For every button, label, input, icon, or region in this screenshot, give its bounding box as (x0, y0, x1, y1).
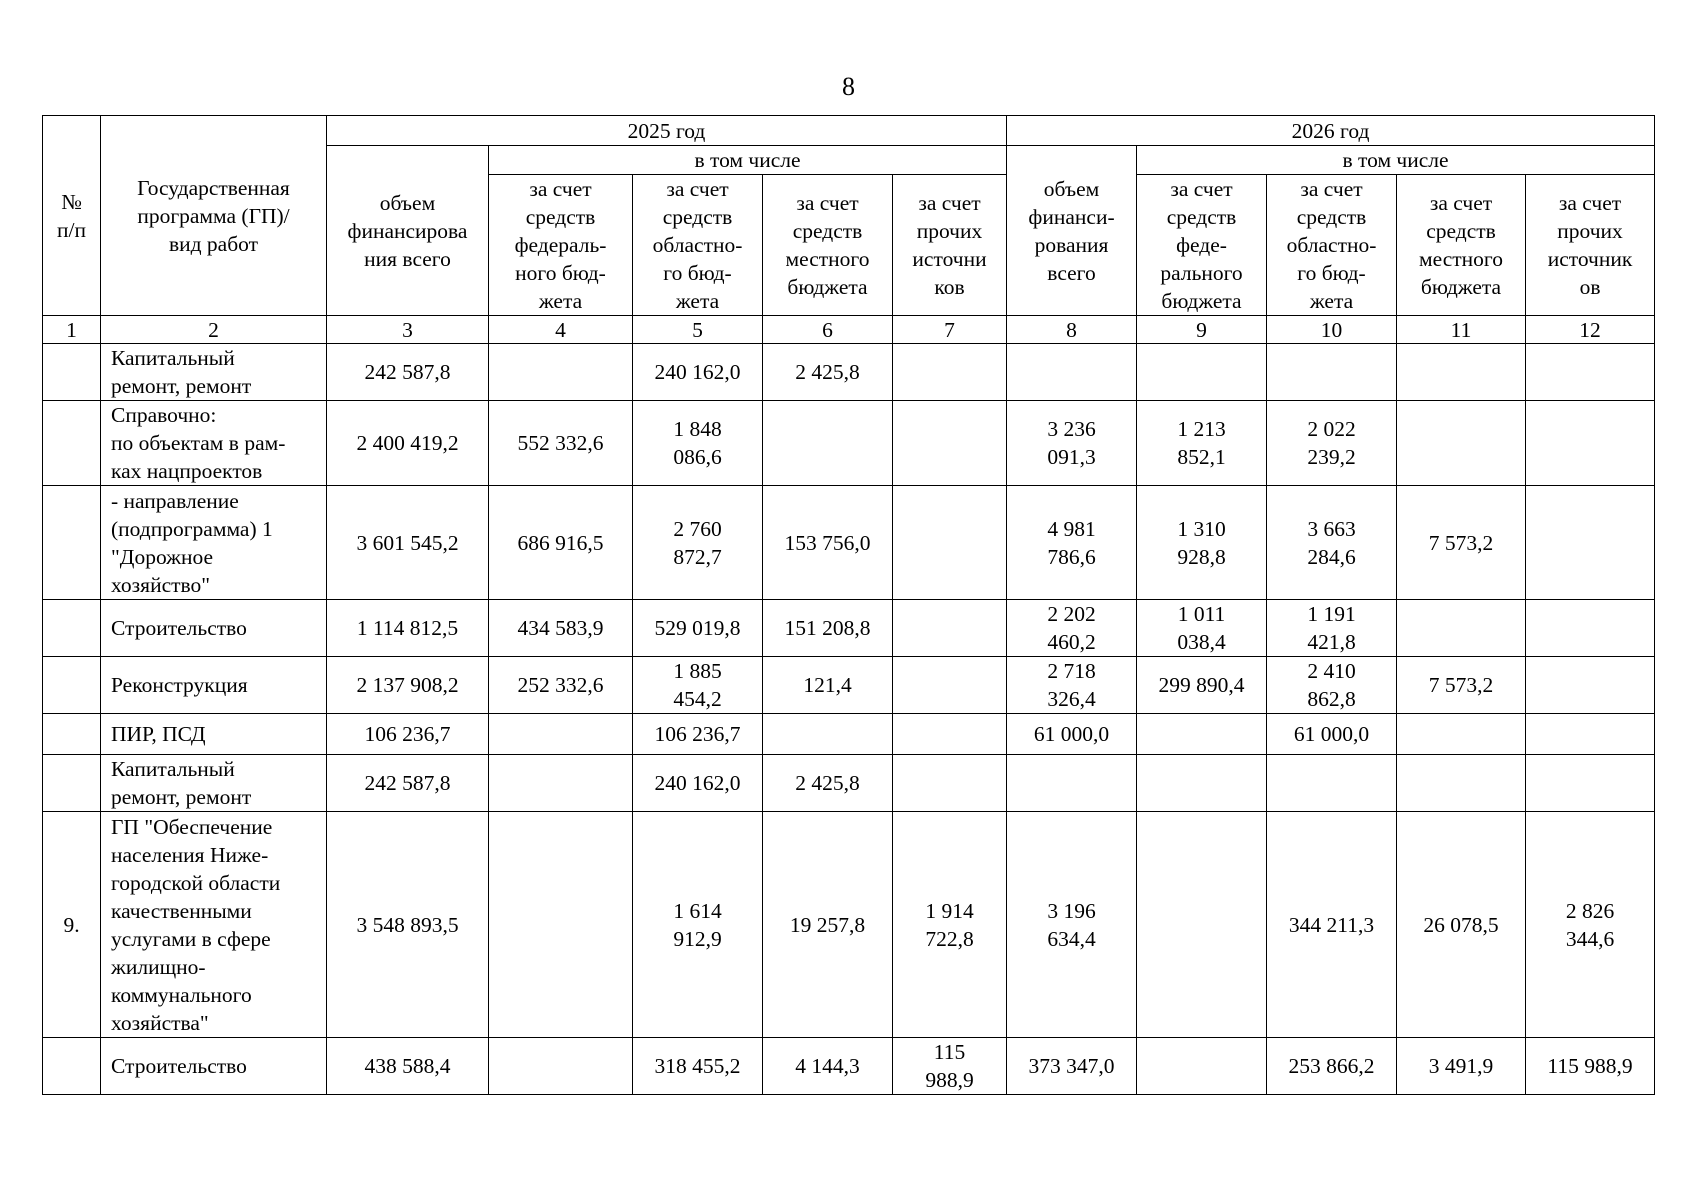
cell-reg-2026 (1267, 755, 1397, 812)
cell-oth-2026 (1526, 401, 1655, 486)
row-name: Реконструкция (101, 657, 327, 714)
table-row (43, 600, 1655, 657)
cell-fed-2026: 1 310 928,8 (1137, 486, 1267, 600)
cell-fed-2025 (489, 755, 633, 812)
row-num (43, 401, 101, 486)
row-num (43, 344, 101, 401)
cell-loc-2026: 7 573,2 (1397, 657, 1526, 714)
header-reg-2026: за счет средств областно- го бюд- жета (1267, 175, 1397, 316)
cell-oth-2026 (1526, 600, 1655, 657)
cell-fed-2025 (489, 812, 633, 1038)
cell-fed-2025: 552 332,6 (489, 401, 633, 486)
cell-fed-2026: 299 890,4 (1137, 657, 1267, 714)
cell-reg-2026 (1267, 344, 1397, 401)
header-oth-2025: за счет прочих источни ков (893, 175, 1007, 316)
header-num: № п/п (43, 116, 101, 316)
cell-reg-2026: 253 866,2 (1267, 1038, 1397, 1095)
row-num (43, 755, 101, 812)
cell-loc-2025 (763, 714, 893, 755)
header-loc-2025: за счет средств местного бюджета (763, 175, 893, 316)
row-name: Строительство (101, 600, 327, 657)
header-including-2026: в том числе (1137, 146, 1655, 175)
row-num: 9. (43, 812, 101, 1038)
cell-reg-2025: 318 455,2 (633, 1038, 763, 1095)
cell-total-2025: 3 548 893,5 (327, 812, 489, 1038)
cell-oth-2025 (893, 600, 1007, 657)
row-name: Строительство (101, 1038, 327, 1095)
cell-oth-2025 (893, 755, 1007, 812)
column-number-row (43, 316, 1655, 344)
table-row (43, 755, 1655, 812)
row-num (43, 714, 101, 755)
cell-loc-2025 (763, 401, 893, 486)
cell-reg-2026: 1 191 421,8 (1267, 600, 1397, 657)
header-year-2026: 2026 год (1007, 116, 1655, 146)
cell-loc-2025: 153 756,0 (763, 486, 893, 600)
table-row (43, 486, 1655, 600)
cell-total-2025: 1 114 812,5 (327, 600, 489, 657)
column-number: 6 (763, 316, 893, 344)
cell-fed-2026 (1137, 344, 1267, 401)
cell-fed-2025 (489, 1038, 633, 1095)
cell-total-2026: 373 347,0 (1007, 1038, 1137, 1095)
row-num (43, 486, 101, 600)
cell-loc-2025: 19 257,8 (763, 812, 893, 1038)
row-name: ПИР, ПСД (101, 714, 327, 755)
cell-oth-2026: 115 988,9 (1526, 1038, 1655, 1095)
cell-oth-2025 (893, 401, 1007, 486)
cell-loc-2025: 121,4 (763, 657, 893, 714)
table-row (43, 812, 1655, 1038)
cell-fed-2026 (1137, 1038, 1267, 1095)
table-row (43, 657, 1655, 714)
cell-fed-2026 (1137, 714, 1267, 755)
cell-loc-2026: 7 573,2 (1397, 486, 1526, 600)
cell-oth-2025 (893, 486, 1007, 600)
table-row (43, 714, 1655, 755)
column-number: 1 (43, 316, 101, 344)
cell-loc-2026 (1397, 755, 1526, 812)
header-year-2025: 2025 год (327, 116, 1007, 146)
column-number: 2 (101, 316, 327, 344)
row-name: Капитальный ремонт, ремонт (101, 344, 327, 401)
row-name: ГП "Обеспечение населения Ниже- городской области качественными услугами в сфере жилищно- коммунального хозяйства" (101, 812, 327, 1038)
cell-oth-2025 (893, 344, 1007, 401)
cell-reg-2025: 240 162,0 (633, 344, 763, 401)
table-row (43, 401, 1655, 486)
cell-loc-2025: 151 208,8 (763, 600, 893, 657)
cell-oth-2026 (1526, 714, 1655, 755)
header-total-2026: объем финанси- рования всего (1007, 146, 1137, 316)
cell-reg-2025: 1 614 912,9 (633, 812, 763, 1038)
cell-fed-2025 (489, 344, 633, 401)
cell-reg-2026: 2 022 239,2 (1267, 401, 1397, 486)
cell-loc-2025: 2 425,8 (763, 755, 893, 812)
cell-loc-2025: 4 144,3 (763, 1038, 893, 1095)
cell-loc-2025: 2 425,8 (763, 344, 893, 401)
cell-reg-2025: 1 848 086,6 (633, 401, 763, 486)
cell-loc-2026 (1397, 600, 1526, 657)
cell-fed-2026: 1 213 852,1 (1137, 401, 1267, 486)
column-number: 7 (893, 316, 1007, 344)
cell-total-2026 (1007, 755, 1137, 812)
cell-loc-2026 (1397, 714, 1526, 755)
header-including-2025: в том числе (489, 146, 1007, 175)
cell-reg-2026: 2 410 862,8 (1267, 657, 1397, 714)
header-program: Государственная программа (ГП)/ вид работ (101, 116, 327, 316)
column-number: 3 (327, 316, 489, 344)
cell-total-2025: 242 587,8 (327, 755, 489, 812)
cell-oth-2025: 115 988,9 (893, 1038, 1007, 1095)
column-number: 4 (489, 316, 633, 344)
row-num (43, 657, 101, 714)
cell-total-2025: 3 601 545,2 (327, 486, 489, 600)
cell-total-2026: 3 196 634,4 (1007, 812, 1137, 1038)
column-number: 8 (1007, 316, 1137, 344)
column-number: 11 (1397, 316, 1526, 344)
cell-oth-2025 (893, 657, 1007, 714)
cell-total-2025: 106 236,7 (327, 714, 489, 755)
cell-reg-2026: 344 211,3 (1267, 812, 1397, 1038)
cell-reg-2025: 529 019,8 (633, 600, 763, 657)
column-number: 12 (1526, 316, 1655, 344)
cell-reg-2026: 3 663 284,6 (1267, 486, 1397, 600)
table-row (43, 344, 1655, 401)
cell-total-2026 (1007, 344, 1137, 401)
page-number: 8 (842, 72, 855, 101)
row-num (43, 1038, 101, 1095)
cell-oth-2026 (1526, 344, 1655, 401)
cell-reg-2025: 106 236,7 (633, 714, 763, 755)
cell-fed-2025 (489, 714, 633, 755)
row-name: Капитальный ремонт, ремонт (101, 755, 327, 812)
row-name: Справочно: по объектам в рам- ках нацпроектов (101, 401, 327, 486)
cell-oth-2025: 1 914 722,8 (893, 812, 1007, 1038)
cell-total-2025: 2 137 908,2 (327, 657, 489, 714)
header-oth-2026: за счет прочих источник ов (1526, 175, 1655, 316)
cell-total-2026: 2 202 460,2 (1007, 600, 1137, 657)
cell-fed-2025: 434 583,9 (489, 600, 633, 657)
cell-oth-2026: 2 826 344,6 (1526, 812, 1655, 1038)
cell-oth-2026 (1526, 657, 1655, 714)
cell-loc-2026: 3 491,9 (1397, 1038, 1526, 1095)
cell-reg-2025: 240 162,0 (633, 755, 763, 812)
cell-total-2025: 438 588,4 (327, 1038, 489, 1095)
cell-fed-2025: 252 332,6 (489, 657, 633, 714)
cell-total-2026: 61 000,0 (1007, 714, 1137, 755)
row-num (43, 600, 101, 657)
cell-fed-2025: 686 916,5 (489, 486, 633, 600)
cell-oth-2026 (1526, 755, 1655, 812)
cell-oth-2026 (1526, 486, 1655, 600)
cell-fed-2026: 1 011 038,4 (1137, 600, 1267, 657)
row-name: - направление (подпрограмма) 1 "Дорожное хозяйство" (101, 486, 327, 600)
cell-total-2026: 2 718 326,4 (1007, 657, 1137, 714)
cell-fed-2026 (1137, 812, 1267, 1038)
header-reg-2025: за счет средств областно- го бюд- жета (633, 175, 763, 316)
cell-loc-2026 (1397, 401, 1526, 486)
column-number: 9 (1137, 316, 1267, 344)
table-row (43, 1038, 1655, 1095)
cell-loc-2026: 26 078,5 (1397, 812, 1526, 1038)
column-number: 10 (1267, 316, 1397, 344)
header-fed-2026: за счет средств феде- рального бюджета (1137, 175, 1267, 316)
cell-total-2025: 242 587,8 (327, 344, 489, 401)
cell-total-2026: 4 981 786,6 (1007, 486, 1137, 600)
header-fed-2025: за счет средств федераль- ного бюд- жета (489, 175, 633, 316)
column-number: 5 (633, 316, 763, 344)
cell-fed-2026 (1137, 755, 1267, 812)
cell-reg-2026: 61 000,0 (1267, 714, 1397, 755)
cell-loc-2026 (1397, 344, 1526, 401)
cell-total-2025: 2 400 419,2 (327, 401, 489, 486)
cell-oth-2025 (893, 714, 1007, 755)
cell-reg-2025: 2 760 872,7 (633, 486, 763, 600)
header-row-years (43, 116, 1655, 146)
cell-total-2026: 3 236 091,3 (1007, 401, 1137, 486)
header-total-2025: объем финансирова ния всего (327, 146, 489, 316)
header-loc-2026: за счет средств местного бюджета (1397, 175, 1526, 316)
cell-reg-2025: 1 885 454,2 (633, 657, 763, 714)
budget-table (42, 115, 1655, 1095)
